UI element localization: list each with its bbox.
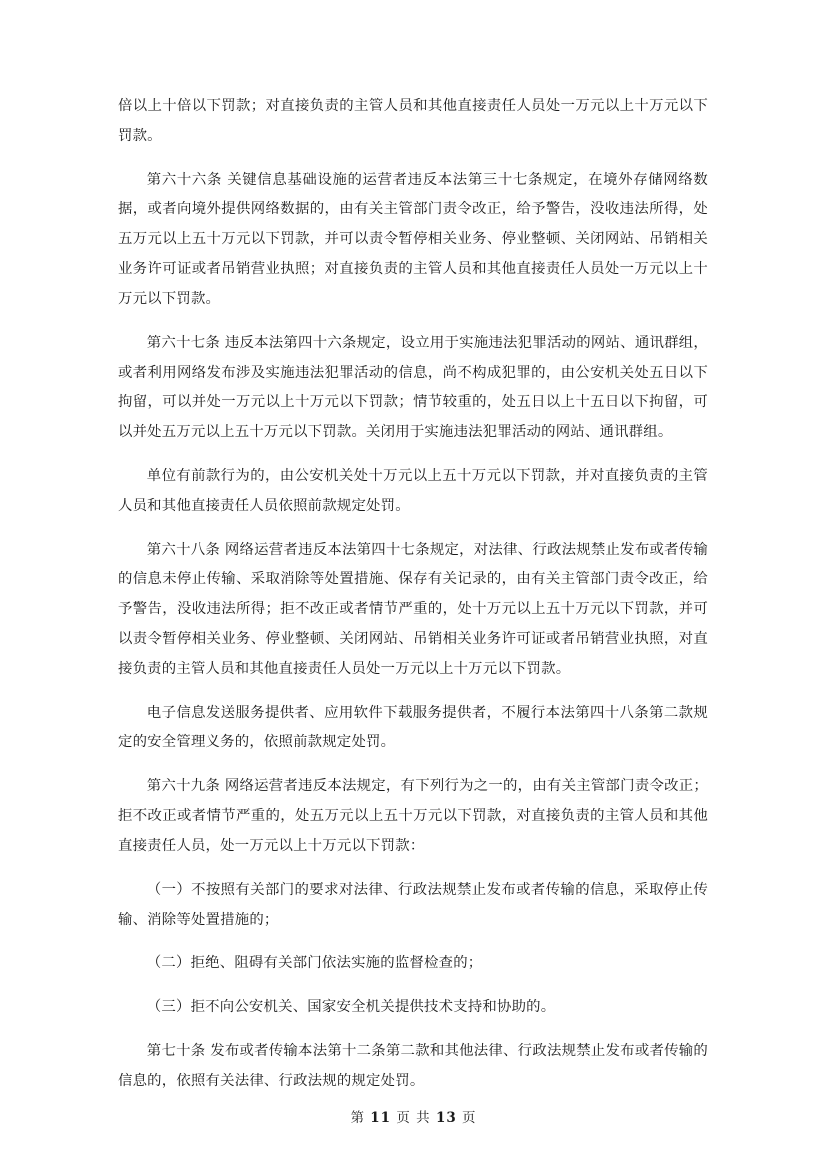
footer-prefix: 第 <box>350 1110 365 1126</box>
paragraph: 第六十九条 网络运营者违反本法规定，有下列行为之一的，由有关主管部门责令改正；拒不改正或者情节严重的，处五万元以上五十万元以下罚款，对直接负责的主管人员和其他直接责任人员，处一万元以上十万元以下罚款： <box>118 778 708 854</box>
paragraph: 第七十条 发布或者传输本法第十二条第二款和其他法律、行政法规禁止发布或者传输的信息的，依照有关法律、行政法规的规定处罚。 <box>118 1042 708 1089</box>
footer-total-pages: 13 <box>435 1110 457 1126</box>
page-body <box>118 92 708 1111</box>
paragraph: 单位有前款行为的，由公安机关处十万元以上五十万元以下罚款，并对直接负责的主管人员和其他直接责任人员依照前款规定处罚。 <box>118 467 708 514</box>
footer-suffix: 页 <box>462 1110 477 1126</box>
paragraph: 第六十七条 违反本法第四十六条规定，设立用于实施违法犯罪活动的网站、通讯群组，或者利用网络发布涉及实施违法犯罪活动的信息，尚不构成犯罪的，由公安机关处五日以下拘留，可以并处一万元以上十万元以下罚款；情节较重的，处五日以上十五日以下拘留，可以并处五万元以上五十万元以下罚款。关闭用于实施违法犯罪活动的网站、通讯群组。 <box>118 334 708 441</box>
paragraph: 第六十八条 网络运营者违反本法第四十七条规定，对法律、行政法规禁止发布或者传输的信息未停止传输、采取消除等处置措施、保存有关记录的，由有关主管部门责令改正，给予警告，没收违法所得；拒不改正或者情节严重的，处十万元以上五十万元以下罚款，并可以责令暂停相关业务、停业整顿、关闭网站、吊销相关业务许可证或者吊销营业执照，对直接负责的主管人员和其他直接责任人员处一万元以上十万元以下罚款。 <box>118 541 708 677</box>
page-footer <box>0 1106 827 1126</box>
paragraph: 电子信息发送服务提供者、应用软件下载服务提供者，不履行本法第四十八条第二款规定的安全管理义务的，依照前款规定处罚。 <box>118 704 708 751</box>
paragraph: 倍以上十倍以下罚款；对直接负责的主管人员和其他直接责任人员处一万元以上十万元以下罚款。 <box>118 98 708 144</box>
paragraph: （一）不按照有关部门的要求对法律、行政法规禁止发布或者传输的信息，采取停止传输、消除等处置措施的； <box>118 881 708 928</box>
footer-current-page: 11 <box>370 1110 392 1126</box>
paragraph: （二）拒绝、阻碍有关部门依法实施的监督检查的； <box>146 955 483 972</box>
footer-middle: 页 共 <box>396 1110 431 1126</box>
paragraph: （三）拒不向公安机关、国家安全机关提供技术支持和协助的。 <box>146 999 556 1016</box>
paragraph: 第六十六条 关键信息基础设施的运营者违反本法第三十七条规定，在境外存储网络数据，或者向境外提供网络数据的，由有关主管部门责令改正，给予警告，没收违法所得，处五万元以上五十万元以下罚款，并可以责令暂停相关业务、停业整顿、关闭网站、吊销相关业务许可证或者吊销营业执照；对直接负责的主管人员和其他直接责任人员处一万元以上十万元以下罚款。 <box>118 171 708 307</box>
